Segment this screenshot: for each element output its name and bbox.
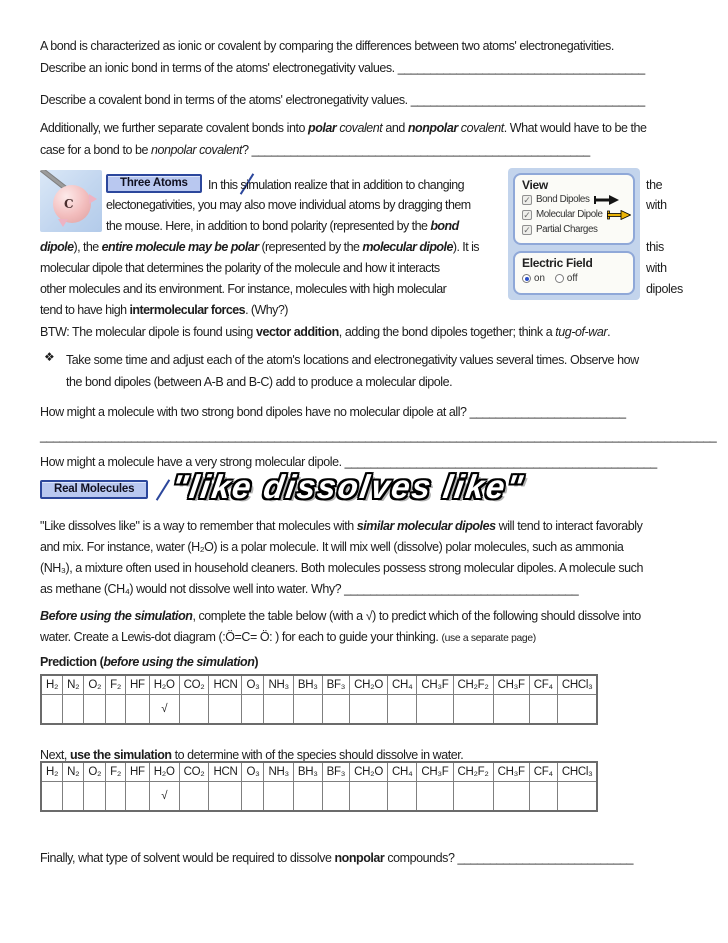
table-cell[interactable]	[209, 782, 242, 811]
table-header-cell: CO₂	[179, 675, 209, 695]
table-header-row	[41, 675, 597, 695]
table-cell[interactable]	[453, 782, 493, 811]
prediction-heading: Prediction (before using the simulation)	[40, 655, 259, 669]
table-header-cell: BF₃	[322, 675, 349, 695]
table-cell[interactable]	[63, 782, 84, 811]
table-cell[interactable]	[242, 782, 264, 811]
radio-on-label: on	[534, 273, 545, 284]
table-cell[interactable]	[529, 782, 557, 811]
table-header-cell: CF₄	[529, 762, 557, 782]
table-cell[interactable]	[126, 695, 150, 724]
wrapped-word: with	[646, 261, 667, 275]
like-dissolves-like-banner: "like dissolves like"	[169, 468, 527, 505]
table-header-cell: CF₄	[529, 675, 557, 695]
table-header-cell: BH₃	[293, 675, 322, 695]
table-cell[interactable]	[209, 695, 242, 724]
table-header-cell: O₂	[84, 762, 106, 782]
table-cell[interactable]	[242, 695, 264, 724]
table-header-cell: HF	[126, 675, 150, 695]
table-header-cell: HCN	[209, 762, 242, 782]
table-cell[interactable]	[417, 695, 453, 724]
table-cell[interactable]	[350, 782, 388, 811]
molecular-dipole-arrow-icon	[607, 210, 631, 220]
table-cell[interactable]	[387, 695, 416, 724]
table-header-cell: CH₃F	[493, 762, 529, 782]
covalent-bond-question: Describe a covalent bond in terms of the atoms' electronegativity values. ____________________________________	[40, 93, 645, 107]
partial-charges-row	[522, 222, 627, 237]
table-cell[interactable]	[417, 782, 453, 811]
table-header-cell: H₂	[41, 675, 63, 695]
question-strong-molecular-dipole: How might a molecule have a very strong molecular dipole. ________________________________________________	[40, 455, 657, 469]
table-cell[interactable]	[126, 782, 150, 811]
intro-line-1: A bond is characterized as ionic or covalent by comparing the differences between two atoms' electronegativities.	[40, 39, 614, 53]
real-molecules-tab-button[interactable]: Real Molecules	[40, 480, 148, 499]
table-header-cell: CH₃F	[417, 762, 453, 782]
molecular-dipole-row	[522, 207, 627, 222]
view-panel-title: View	[522, 178, 548, 192]
partial-charges-label: Partial Charges	[536, 224, 598, 235]
sim-paragraph-line: tend to have high intermolecular forces. (Why?)	[40, 303, 288, 317]
simulation-section	[40, 166, 688, 318]
table-header-cell: CH₃F	[417, 675, 453, 695]
atom-arrow-bottom	[58, 219, 68, 227]
sim-paragraph-line: dipole), the entire molecule may be polar (represented by the molecular dipole). It is	[40, 240, 479, 254]
question-no-molecular-dipole: How might a molecule with two strong bond dipoles have no molecular dipole at all? ________________________	[40, 405, 626, 419]
table-header-cell: H₂	[41, 762, 63, 782]
tab-fold-decoration	[156, 479, 170, 500]
table-header-cell: HCN	[209, 675, 242, 695]
table-cell[interactable]	[106, 782, 126, 811]
wrapped-word: with	[646, 198, 667, 212]
table-cell[interactable]: √	[149, 782, 179, 811]
electric-field-title: Electric Field	[522, 256, 593, 270]
btw-note: BTW: The molecular dipole is found using vector addition, adding the bond dipoles together; think a tug-of-war.	[40, 325, 611, 339]
table-header-row	[41, 762, 597, 782]
table-header-cell: O₂	[84, 675, 106, 695]
before-simulation-line-2: water. Create a Lewis-dot diagram (:Ö=C= Ö: ) for each to guide your thinking. (use a separate page)	[40, 630, 536, 644]
bond-dipoles-checkbox[interactable]: ✓	[523, 194, 531, 205]
table-header-cell: CH₄	[387, 675, 416, 695]
wrapped-word: dipoles	[646, 282, 683, 296]
table-header-cell: NH₃	[264, 675, 293, 695]
simulation-table	[40, 761, 598, 812]
table-cell[interactable]	[529, 695, 557, 724]
table-cell[interactable]	[322, 782, 349, 811]
like-paragraph-line: (NH₃), a mixture often used in household cleaners. Both molecules possess strong molecular dipoles. A molecule such	[40, 561, 643, 575]
like-paragraph-line: "Like dissolves like" is a way to remember that molecules with similar molecular dipoles will tend to interact favorably	[40, 519, 643, 533]
table-cell[interactable]	[84, 782, 106, 811]
table-cell[interactable]	[84, 695, 106, 724]
table-header-cell: F₂	[106, 675, 126, 695]
table-cell[interactable]	[557, 782, 597, 811]
atom-arrow-right	[89, 194, 97, 204]
final-question-line: Finally, what type of solvent would be required to dissolve nonpolar compounds? ___________________________	[40, 851, 634, 865]
table-header-cell: N₂	[63, 675, 84, 695]
table-cell[interactable]	[387, 782, 416, 811]
table-header-cell: BH₃	[293, 762, 322, 782]
table-header-cell: CH₂F₂	[453, 762, 493, 782]
like-paragraph-line: as methane (CH₄) would not dissolve well into water. Why? ____________________________________	[40, 582, 579, 596]
table-cell[interactable]	[493, 782, 529, 811]
electric-field-off-option[interactable]	[555, 273, 578, 284]
table-cell[interactable]	[293, 695, 322, 724]
sim-paragraph-line: electonegativities, you may also move individual atoms by dragging them	[106, 198, 471, 212]
table-header-cell: F₂	[106, 762, 126, 782]
table-header-cell: O₃	[242, 675, 264, 695]
table-cell[interactable]	[106, 695, 126, 724]
table-cell[interactable]	[41, 695, 63, 724]
table-header-cell: CH₂O	[350, 762, 388, 782]
table-header-cell: HF	[126, 762, 150, 782]
bond-dipoles-row	[522, 192, 627, 207]
sim-paragraph-line: In this simulation realize that in addition to changing	[208, 178, 465, 192]
molecular-dipole-label: Molecular Dipole	[536, 209, 603, 220]
table-cell[interactable]	[322, 695, 349, 724]
three-atoms-tab-button[interactable]: Three Atoms	[106, 174, 202, 193]
table-cell[interactable]	[293, 782, 322, 811]
wrapped-word: the	[646, 178, 663, 192]
bond-dipole-arrow-icon	[593, 195, 619, 205]
prediction-table	[40, 674, 598, 725]
table-cell[interactable]	[41, 782, 63, 811]
radio-off-icon[interactable]	[555, 274, 564, 283]
table-cell[interactable]	[557, 695, 597, 724]
bond-dipoles-label: Bond Dipoles	[536, 194, 590, 205]
table-header-cell: CHCl₃	[557, 762, 597, 782]
electric-field-options	[522, 273, 627, 284]
polar-nonpolar-line-1: Additionally, we further separate covalent bonds into polar covalent and nonpolar covalent. What would have to be the	[40, 121, 647, 135]
table-header-cell: H₂O	[149, 762, 179, 782]
table-data-row	[41, 782, 597, 811]
table-header-cell: CHCl₃	[557, 675, 597, 695]
table-header-cell: CH₃F	[493, 675, 529, 695]
table-header-cell: BF₃	[322, 762, 349, 782]
table-cell[interactable]	[350, 695, 388, 724]
answer-blank-line: ________________________________________________________________________________________________________	[40, 429, 717, 443]
real-molecules-row	[40, 468, 688, 510]
before-simulation-line-1: Before using the simulation, complete the table below (with a √) to predict which of the following should dissolve into	[40, 609, 641, 623]
sim-paragraph-line: other molecules and its environment. For instance, molecules with high molecular	[40, 282, 447, 296]
electric-field-panel	[513, 251, 635, 295]
table-header-cell: H₂O	[149, 675, 179, 695]
table-cell[interactable]	[264, 782, 293, 811]
atom-label: C	[64, 197, 74, 211]
table-cell[interactable]	[63, 695, 84, 724]
table-header-cell: NH₃	[264, 762, 293, 782]
polar-nonpolar-line-2: case for a bond to be nonpolar covalent? ____________________________________________________	[40, 143, 590, 157]
molecular-dipole-checkbox[interactable]: ✓	[523, 209, 531, 220]
table-cell[interactable]	[453, 695, 493, 724]
table-cell[interactable]	[493, 695, 529, 724]
atom-thumbnail-image	[40, 170, 102, 232]
table-header-cell: CH₂O	[350, 675, 388, 695]
table-header-cell: N₂	[63, 762, 84, 782]
electric-field-on-option[interactable]	[522, 273, 545, 284]
sim-paragraph-line: molecular dipole that determines the polarity of the molecule and how it interacts	[40, 261, 440, 275]
bullet-line-1: Take some time and adjust each of the atom's locations and electronegativity values several times. Observe how	[66, 353, 639, 367]
table-header-cell: CH₂F₂	[453, 675, 493, 695]
table-cell[interactable]: √	[149, 695, 179, 724]
table-data-row	[41, 695, 597, 724]
radio-off-label: off	[566, 273, 578, 284]
partial-charges-checkbox[interactable]: ✓	[523, 224, 531, 235]
wrapped-word: this	[646, 240, 664, 254]
like-paragraph-line: and mix. For instance, water (H₂O) is a polar molecule. It will mix well (dissolve) polar molecules, such as ammonia	[40, 540, 624, 554]
table-cell[interactable]	[179, 695, 209, 724]
ionic-bond-question: Describe an ionic bond in terms of the atoms' electronegativity values. ______________________________________	[40, 61, 645, 75]
radio-on-icon[interactable]	[522, 274, 531, 283]
sim-paragraph-line: the mouse. Here, in addition to bond polarity (represented by the bond	[106, 219, 459, 233]
view-panel	[513, 173, 635, 245]
next-use-simulation-line: Next, use the simulation to determine with of the species should dissolve in water.	[40, 748, 464, 762]
diamond-bullet-icon: ❖	[44, 350, 55, 364]
table-header-cell: CH₄	[387, 762, 416, 782]
table-header-cell: CO₂	[179, 762, 209, 782]
bullet-line-2: the bond dipoles (between A-B and B-C) add to produce a molecular dipole.	[66, 375, 453, 389]
control-panel-screenshot	[508, 168, 640, 300]
table-cell[interactable]	[179, 782, 209, 811]
table-cell[interactable]	[264, 695, 293, 724]
table-header-cell: O₃	[242, 762, 264, 782]
